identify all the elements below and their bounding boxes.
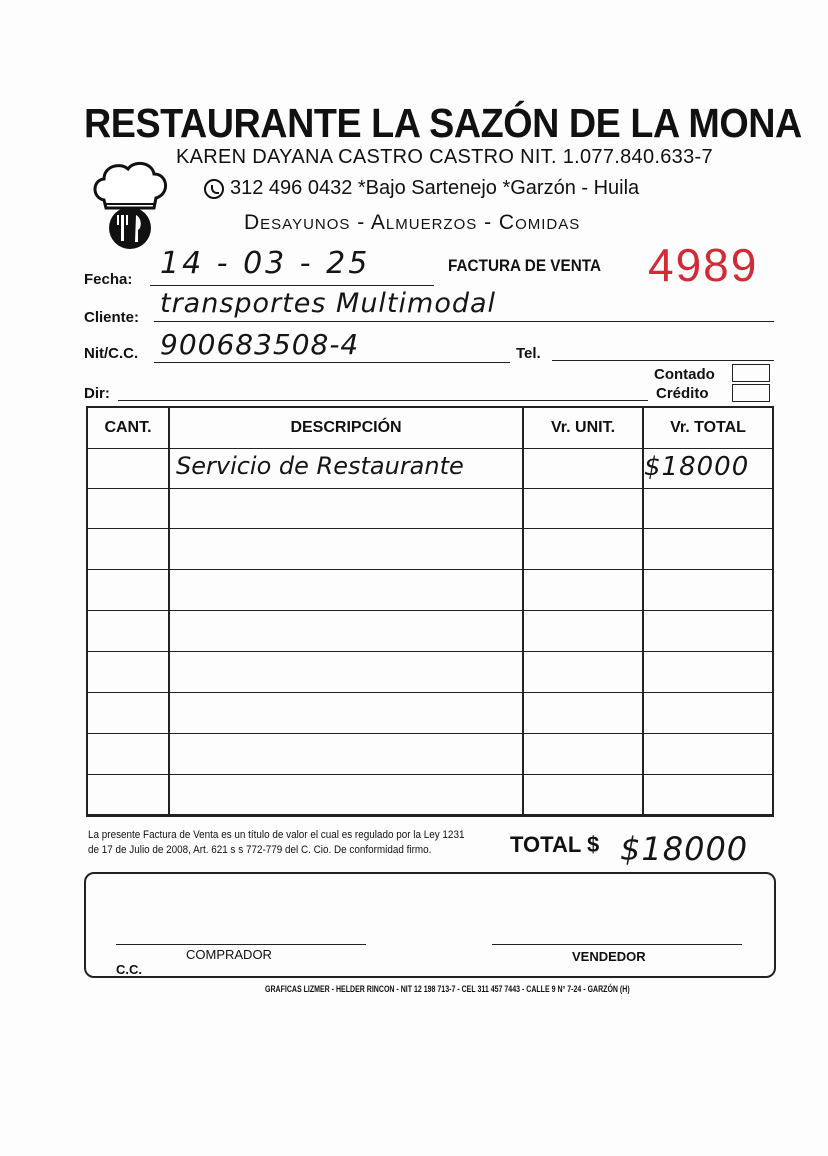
table-row bbox=[88, 450, 168, 488]
phone-address-line bbox=[204, 177, 639, 200]
signature-box bbox=[84, 872, 776, 978]
credito-label: Crédito bbox=[656, 385, 709, 402]
cliente-label: Cliente: bbox=[84, 309, 140, 326]
header-cant: CANT. bbox=[104, 419, 152, 436]
total-label: TOTAL $ bbox=[510, 832, 600, 857]
row-total: $18000 bbox=[644, 452, 750, 482]
fecha-value: 14 - 03 - 25 bbox=[160, 246, 371, 281]
business-name: RESTAURANTE LA SAZÓN DE LA MONA bbox=[84, 100, 802, 146]
owner-nit: KAREN DAYANA CASTRO CASTRO NIT. 1.077.840.633-7 bbox=[176, 146, 713, 168]
nit-label: Nit/C.C. bbox=[84, 345, 139, 362]
contado-checkbox[interactable] bbox=[732, 364, 770, 382]
dir-label: Dir: bbox=[84, 385, 110, 402]
credito-checkbox[interactable] bbox=[732, 384, 770, 402]
vendedor-label: VENDEDOR bbox=[572, 949, 646, 964]
contado-label: Contado bbox=[654, 366, 715, 383]
header-descripcion: DESCRIPCIÓN bbox=[290, 419, 402, 436]
tel-label: Tel. bbox=[516, 345, 541, 362]
comprador-label: COMPRADOR bbox=[186, 947, 272, 962]
fecha-label: Fecha: bbox=[84, 271, 133, 288]
whatsapp-icon bbox=[204, 179, 224, 199]
nit-value: 900683508-4 bbox=[160, 328, 360, 361]
row-descripcion: Servicio de Restaurante bbox=[176, 452, 464, 480]
header-vr-total: Vr. TOTAL bbox=[670, 419, 746, 436]
doc-type: FACTURA DE VENTA bbox=[448, 256, 601, 275]
legal-text: La presente Factura de Venta es un título de valor el cual es regulado por la Ley 1231 de 17 de Julio de 2008, Art. 621 s s 772-779 del C. Cio. De conformidad firmo. bbox=[88, 829, 465, 856]
cc-label: C.C. bbox=[116, 962, 142, 977]
phone-address: 312 496 0432 *Bajo Sartenejo *Garzón - Huila bbox=[230, 177, 640, 199]
cliente-value: transportes Multimodal bbox=[160, 288, 497, 319]
invoice-number: 4989 bbox=[648, 239, 759, 291]
total-value: $18000 bbox=[620, 830, 749, 868]
services-line: Desayunos - Almuerzos - Comidas bbox=[244, 211, 581, 234]
printer-footer: GRAFICAS LIZMER - HELDER RINCON - NIT 12 198 713-7 - CEL 311 457 7443 - CALLE 9 N° 7-24 - GARZÓN (H) bbox=[265, 984, 630, 994]
chef-hat-utensils-icon bbox=[90, 152, 170, 252]
header-vr-unit: Vr. UNIT. bbox=[550, 419, 616, 436]
